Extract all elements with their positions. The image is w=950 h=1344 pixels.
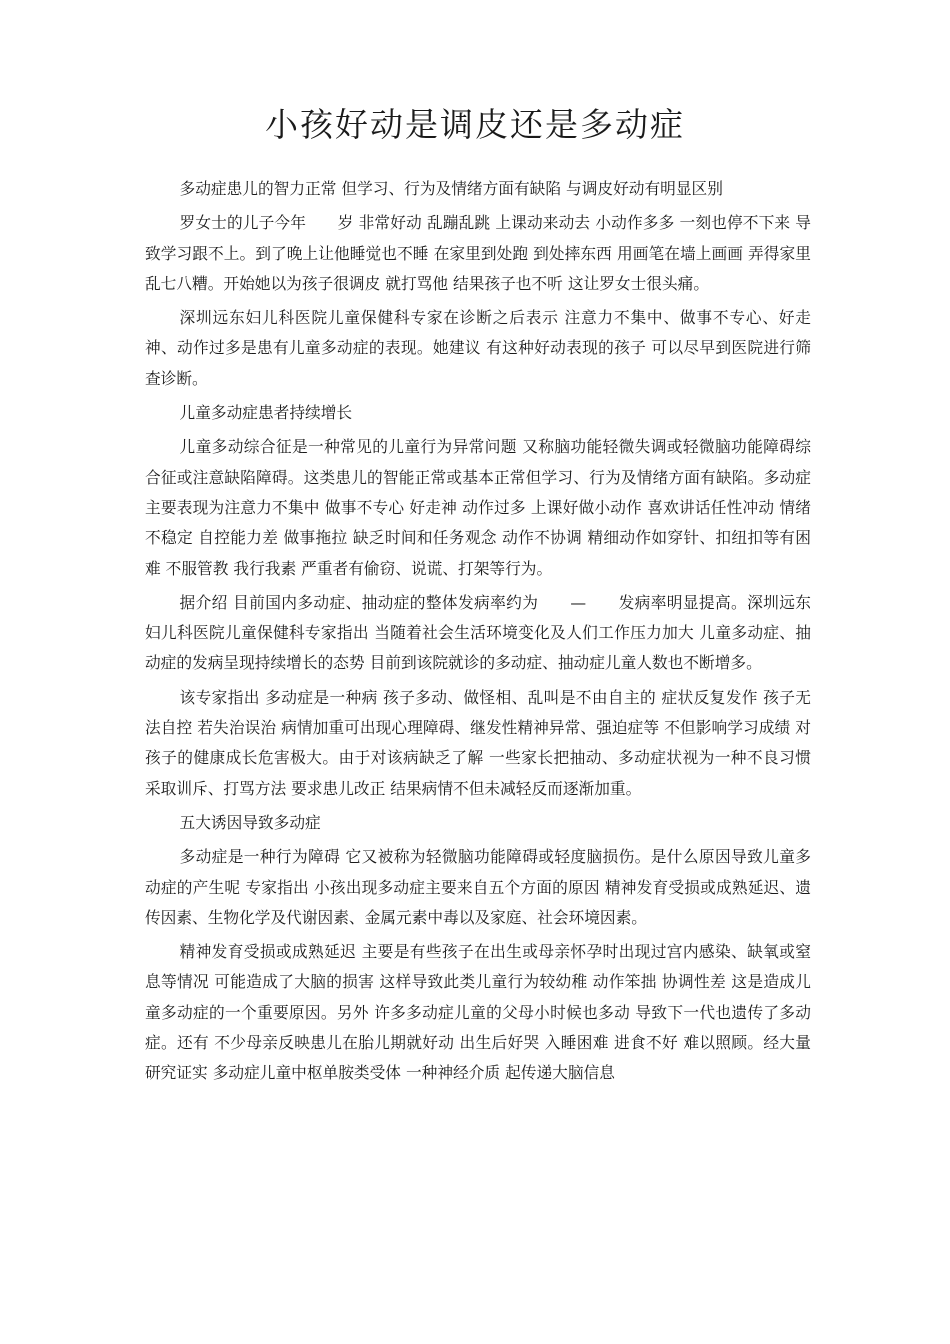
paragraph-case-luo: 罗女士的儿子今年 岁 非常好动 乱蹦乱跳 上课动来动去 小动作多多 一刻也停不下来 导致学习跟不上。到了晚上让他睡觉也不睡 在家里到处跑 到处摔东西 用画笔在墙上画画 弄得家里乱七八糟。开始她以为孩子很调皮 就打骂他 结果孩子也不听 这让罗女士很头痛。	[145, 213, 811, 293]
paragraph-causes-overview: 多动症是一种行为障碍 它又被称为轻微脑功能障碍或轻度脑损伤。是什么原因导致儿童多动症的产生呢 专家指出 小孩出现多动症主要来自五个方面的原因 精神发育受损或成熟延迟、遗传因素、生物化学及代谢因素、金属元素中毒以及家庭、社会环境因素。	[145, 847, 811, 927]
paragraph-expert-diagnosis: 深圳远东妇儿科医院儿童保健科专家在诊断之后表示 注意力不集中、做事不专心、好走神、动作过多是患有儿童多动症的表现。她建议 有这种好动表现的孩子 可以尽早到医院进行筛查诊断。	[145, 308, 811, 388]
document-title: 小孩好动是调皮还是多动症	[265, 105, 685, 144]
paragraph-cause-development: 精神发育受损或成熟延迟 主要是有些孩子在出生或母亲怀孕时出现过宫内感染、缺氧或窒息等情况 可能造成了大脑的损害 这样导致此类儿童行为较幼稚 动作笨拙 协调性差 这是造成儿童多动症的一个重要原因。另外 许多多动症儿童的父母小时候也多动 导致下一代也遗传了多动症。还有 不少母亲反映患儿在胎儿期就好动 出生后好哭 入睡困难 进食不好 难以照顾。经大量研究证实 多动症儿童中枢单胺类受体 一种神经介质 起传递大脑信息	[145, 942, 811, 1083]
paragraph-definition: 儿童多动综合征是一种常见的儿童行为异常问题 又称脑功能轻微失调或轻微脑功能障碍综合征或注意缺陷障碍。这类患儿的智能正常或基本正常但学习、行为及情绪方面有缺陷。多动症主要表现为注意力不集中 做事不专心 好走神 动作过多 上课好做小动作 喜欢讲话任性冲动 情绪不稳定 自控能力差 做事拖拉 缺乏时间和任务观念 动作不协调 精细动作如穿针、扣纽扣等有困难 不服管教 我行我素 严重者有偷窃、说谎、打架等行为。	[145, 437, 811, 578]
paragraph-expert-warning: 该专家指出 多动症是一种病 孩子多动、做怪相、乱叫是不由自主的 症状反复发作 孩子无法自控 若失治误治 病情加重可出现心理障碍、继发性精神异常、强迫症等 不但影响学习成绩 对孩子的健康成长危害极大。由于对该病缺乏了解 一些家长把抽动、多动症状视为一种不良习惯 采取训斥、打骂方法 要求患儿改正 结果病情不但未减轻反而逐渐加重。	[145, 687, 811, 798]
paragraph-incidence: 据介绍 目前国内多动症、抽动症的整体发病率约为 — 发病率明显提高。深圳远东妇儿科医院儿童保健科专家指出 当随着社会生活环境变化及人们工作压力加大 儿童多动症、抽动症的发病呈现持续增长的态势 目前到该院就诊的多动症、抽动症儿童人数也不断增多。	[145, 592, 811, 673]
section-heading-growth: 儿童多动症患者持续增长	[179, 403, 353, 423]
section-heading-causes: 五大诱因导致多动症	[179, 812, 321, 832]
document-body	[145, 174, 811, 1089]
paragraph-summary: 多动症患儿的智力正常 但学习、行为及情绪方面有缺陷 与调皮好动有明显区别	[179, 179, 723, 198]
